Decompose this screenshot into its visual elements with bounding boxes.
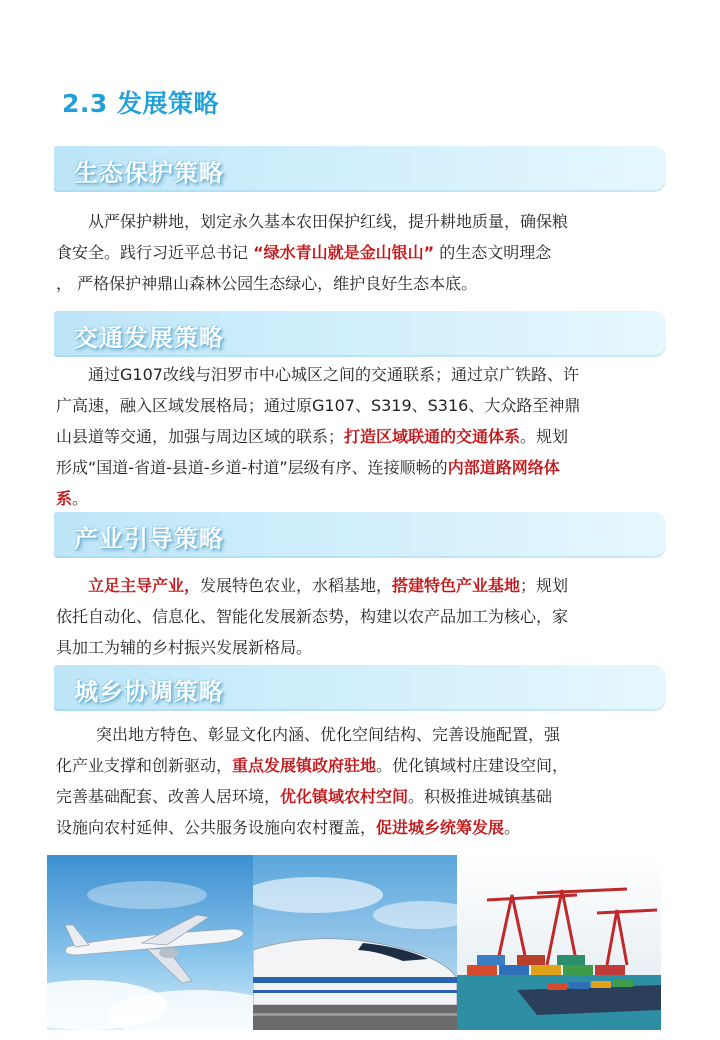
highlighted-text: 优化镇域农村空间 xyxy=(280,787,409,806)
body-text: 设施向农村延伸、公共服务设施向农村覆盖， xyxy=(56,818,377,837)
section-band-urban-rural xyxy=(54,665,666,711)
paragraph-line xyxy=(56,781,668,812)
body-text: 从严保护耕地，划定永久基本农田保护红线，提升耕地质量，确保粮 xyxy=(88,212,569,231)
body-text: 食安全。践行习近平总书记 xyxy=(56,243,254,262)
body-text: 形成“国道-省道-县道-乡道-村道”层级有序、连接顺畅的 xyxy=(56,458,448,477)
paragraph-line xyxy=(56,421,668,452)
paragraph-line xyxy=(56,719,668,750)
paragraph-line xyxy=(56,268,668,299)
section-band-transport xyxy=(54,311,666,357)
section-body-urban-rural xyxy=(56,719,668,843)
paragraph-line xyxy=(56,237,668,268)
body-text: 广高速，融入区域发展格局；通过原G107、S319、S316、大众路至神鼎 xyxy=(56,396,581,415)
body-text: 。优化镇域村庄建设空间， xyxy=(376,756,569,775)
section-band-ecology xyxy=(54,146,666,192)
section-heading-ecology: 生态保护策略 xyxy=(74,159,224,187)
photo-strip xyxy=(47,855,661,1030)
paragraph-line xyxy=(56,359,668,390)
body-text: 山县道等交通，加强与周边区域的联系； xyxy=(56,427,345,446)
paragraph-line xyxy=(56,483,668,514)
section-band-industry xyxy=(54,512,666,558)
highlighted-text: 促进城乡统筹发展 xyxy=(376,818,505,837)
highlighted-text: 系 xyxy=(56,489,73,508)
body-text: 。 xyxy=(72,489,89,508)
body-text: 依托自动化、信息化、智能化发展新态势，构建以农产品加工为核心，家 xyxy=(56,607,569,626)
section-heading-transport: 交通发展策略 xyxy=(74,324,224,352)
body-text: 。 xyxy=(504,818,521,837)
paragraph-line xyxy=(56,812,668,843)
highlighted-text: 内部道路网络体 xyxy=(447,458,560,477)
high-speed-train-photo xyxy=(253,855,457,1030)
body-text: 突出地方特色、彰显文化内涵、优化空间结构、完善设施配置，强 xyxy=(96,725,561,744)
body-text: 具加工为辅的乡村振兴发展新格局。 xyxy=(56,638,313,657)
section-body-transport xyxy=(56,359,668,514)
body-text: 的生态文明理念 xyxy=(434,243,552,262)
paragraph-line xyxy=(56,390,668,421)
body-text: 发展特色农业，水稻基地， xyxy=(200,576,393,595)
paragraph-line xyxy=(56,750,668,781)
body-text: 完善基础配套、改善人居环境， xyxy=(56,787,281,806)
highlighted-text: 立足主导产业， xyxy=(88,576,201,595)
highlighted-text: “绿水青山就是金山银山” xyxy=(253,243,435,262)
paragraph-line xyxy=(56,570,668,601)
section-body-ecology xyxy=(56,206,668,299)
body-text: 。积极推进城镇基础 xyxy=(408,787,553,806)
airplane-photo xyxy=(47,855,253,1030)
paragraph-line xyxy=(56,601,668,632)
highlighted-text: 搭建特色产业基地 xyxy=(392,576,521,595)
body-text: 化产业支撑和创新驱动， xyxy=(56,756,233,775)
body-text: 。规划 xyxy=(520,427,569,446)
paragraph-line xyxy=(56,452,668,483)
highlighted-text: 打造区域联通的交通体系 xyxy=(344,427,521,446)
section-heading-urban-rural: 城乡协调策略 xyxy=(74,678,224,706)
body-text: 通过G107改线与汨罗市中心城区之间的交通联系；通过京广铁路、许 xyxy=(88,365,579,384)
section-body-industry xyxy=(56,570,668,663)
container-port-photo xyxy=(457,855,661,1030)
section-heading-industry: 产业引导策略 xyxy=(74,525,224,553)
paragraph-line xyxy=(56,632,668,663)
paragraph-line xyxy=(56,206,668,237)
page-title: 2.3 发展策略 xyxy=(62,89,219,118)
body-text: ；规划 xyxy=(520,576,569,595)
highlighted-text: 重点发展镇政府驻地 xyxy=(232,756,377,775)
body-text: ， 严格保护神鼎山森林公园生态绿心，维护良好生态本底。 xyxy=(56,274,478,293)
